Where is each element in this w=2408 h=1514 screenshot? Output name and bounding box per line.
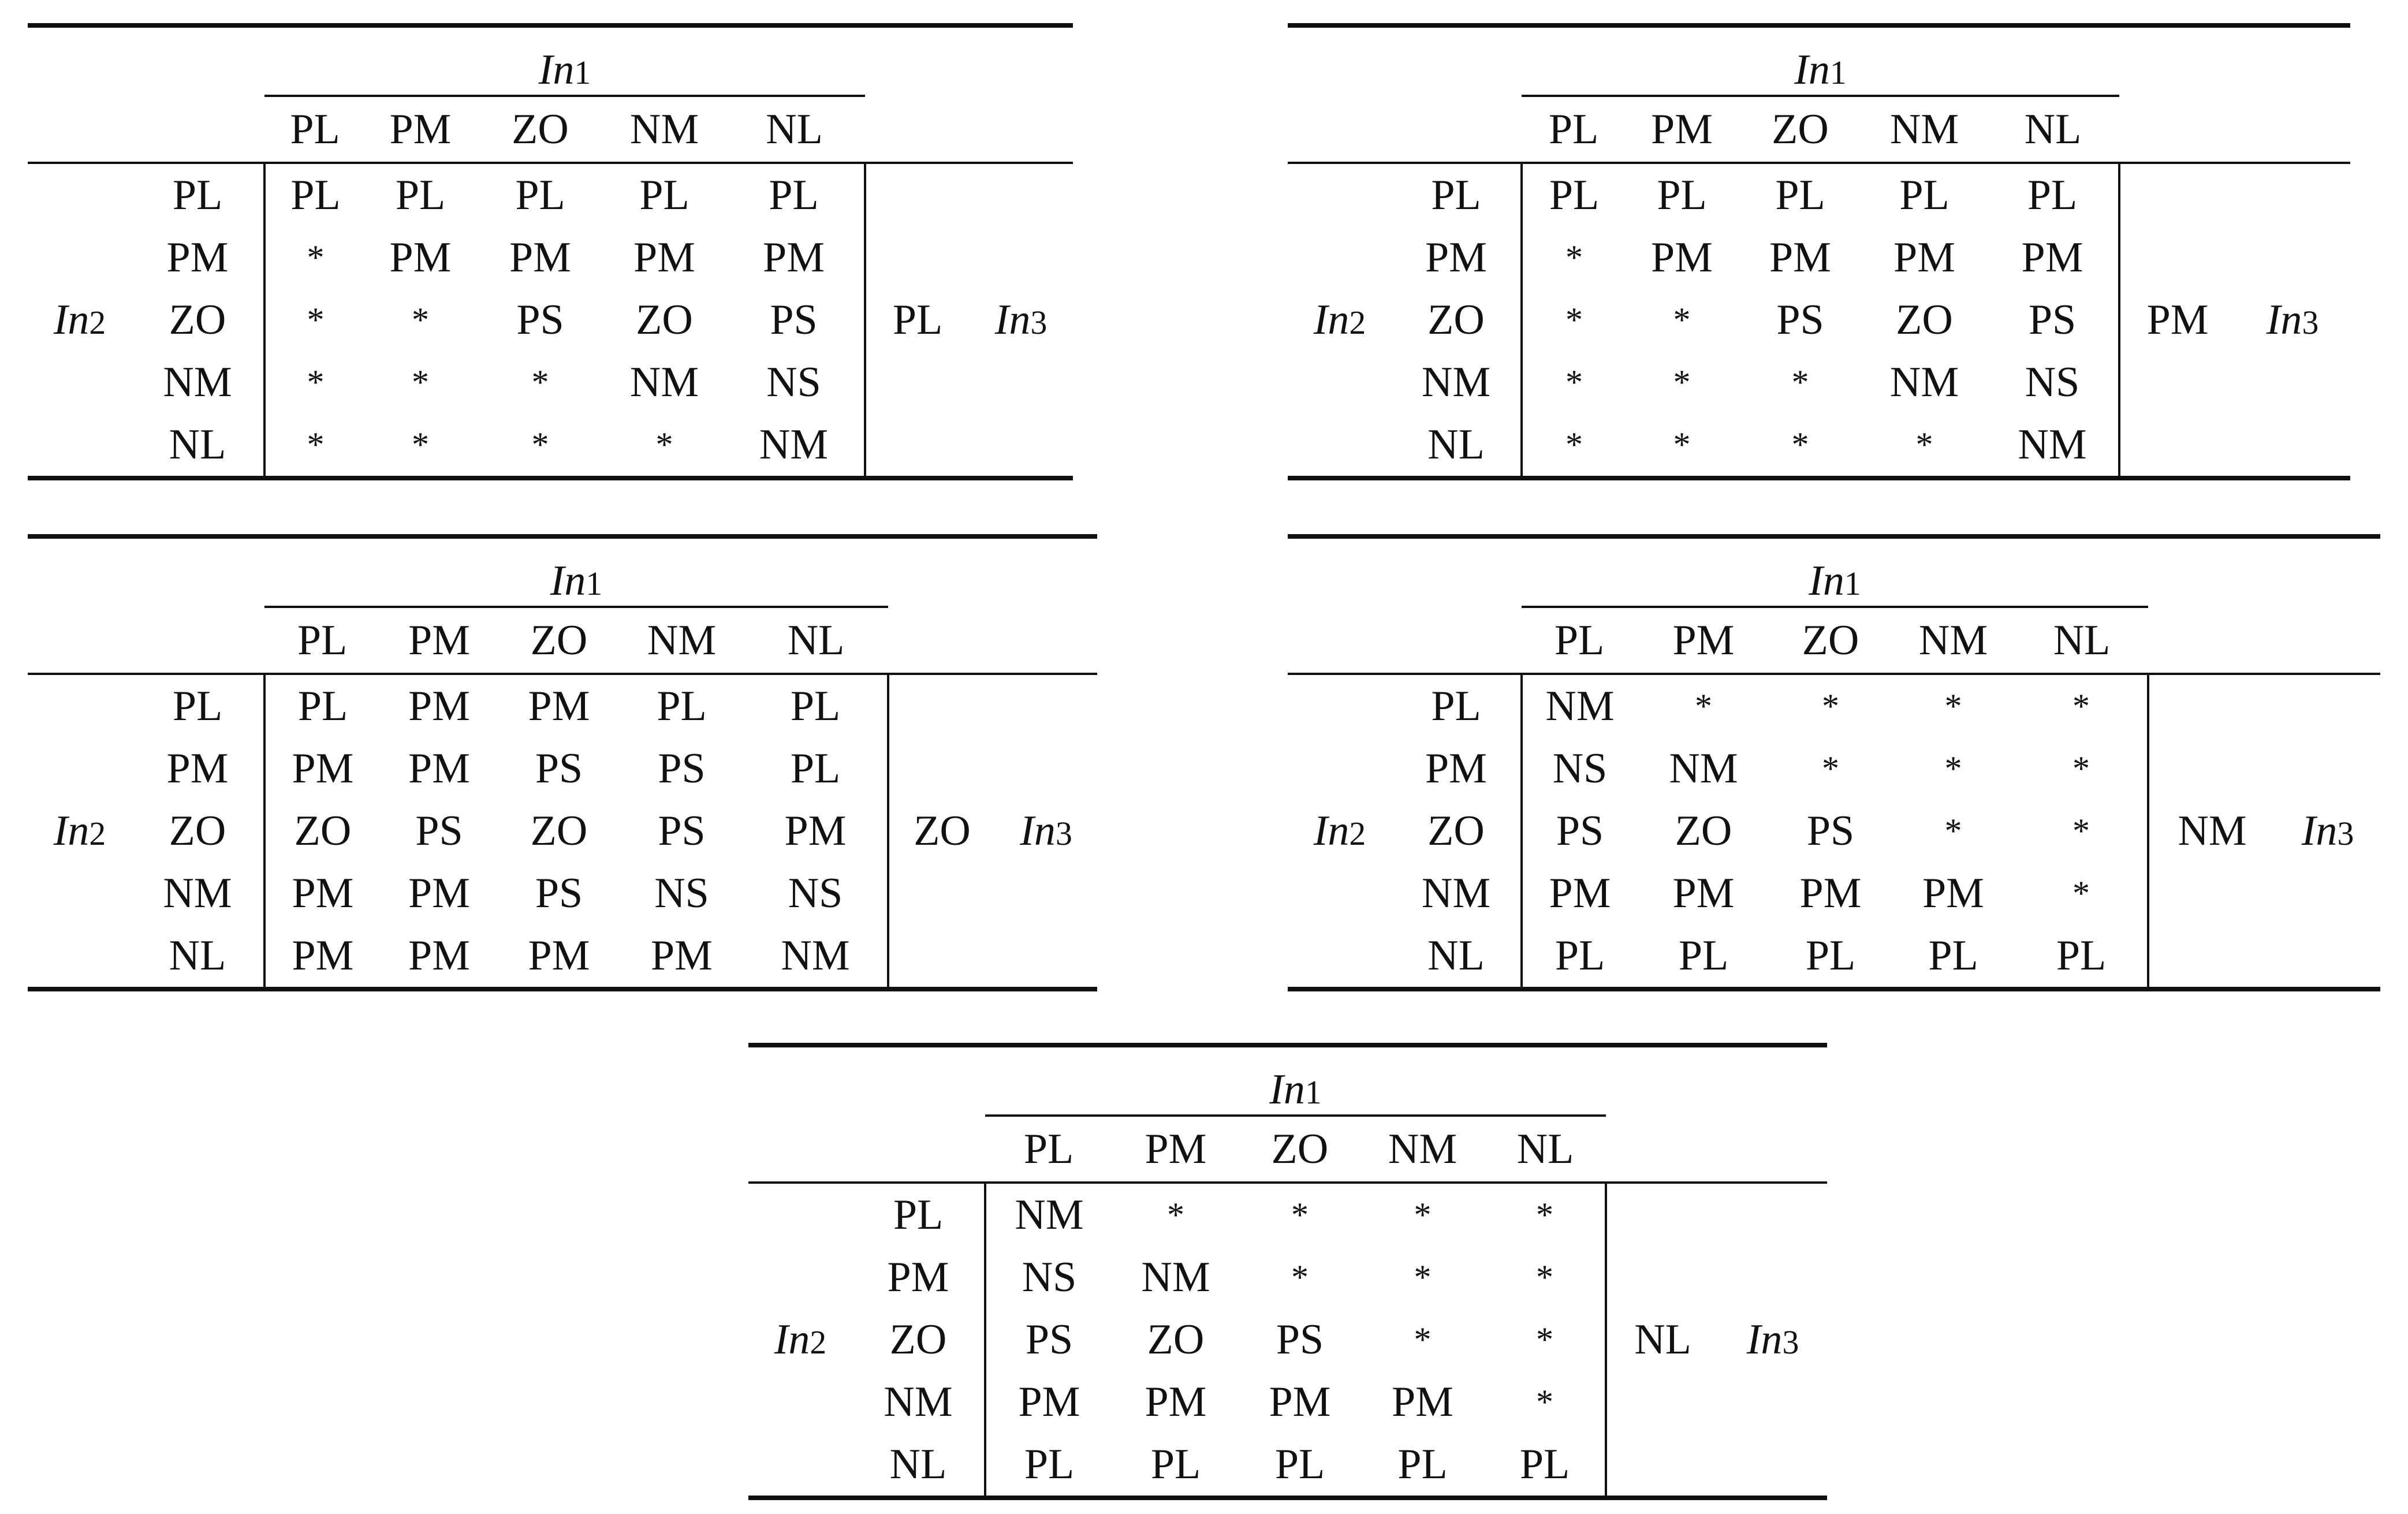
rule-cell: * <box>412 301 429 339</box>
in2-label: In2 <box>53 807 106 855</box>
rule-cell: PL <box>1770 924 1891 989</box>
rule-cell: * <box>1291 1258 1309 1296</box>
rule-cell: PL <box>1112 1433 1239 1498</box>
rule-cell: PM <box>264 924 380 989</box>
rule-cell: * <box>1770 674 1891 737</box>
rule-cell: PM <box>264 737 380 800</box>
in2-label: In2 <box>1313 296 1366 344</box>
rule-cell: * <box>264 226 366 289</box>
rule-cell: PS <box>516 296 564 344</box>
in2-label: In2 <box>53 296 106 344</box>
rule-cell: NS <box>724 351 865 413</box>
rule-table-5 <box>748 1043 1827 1500</box>
column-header: PM <box>1651 106 1713 153</box>
column-header: NL <box>2053 617 2111 664</box>
rule-cell: NS <box>1522 737 1637 800</box>
column-header: PM <box>1145 1125 1207 1173</box>
rule-cell: PM <box>389 234 452 281</box>
rule-cell: * <box>2015 737 2148 800</box>
rule-cell: PM <box>1672 870 1735 917</box>
row-header: NL <box>1392 413 1522 478</box>
rule-cell: * <box>2015 800 2148 862</box>
rule-cell: PM <box>1922 870 1984 917</box>
in3-label: In3 <box>1746 1316 1799 1363</box>
rule-cell: * <box>1239 1183 1360 1246</box>
rule-cell: * <box>1862 413 1986 478</box>
rule-cell: PL <box>1360 1433 1485 1498</box>
in1-header: In1 <box>264 25 865 96</box>
row-header: NM <box>884 1378 953 1426</box>
rule-cell: PM <box>498 674 620 737</box>
rule-cell: * <box>605 413 724 478</box>
row-header: NL <box>132 413 264 478</box>
column-header: PL <box>297 617 348 664</box>
rule-cell: PM <box>380 924 498 989</box>
rule-cell: PL <box>1522 924 1637 989</box>
rule-table-3 <box>28 534 1097 991</box>
row-header: NM <box>163 870 232 917</box>
rule-cell: * <box>531 363 549 401</box>
in1-header: In1 <box>264 536 888 607</box>
rule-cell: PM <box>509 234 571 281</box>
row-header: PM <box>166 234 229 281</box>
row-header: NM <box>1421 359 1491 406</box>
rule-cell: * <box>264 351 366 413</box>
rule-cell: PM <box>1522 862 1637 924</box>
rule-cell: * <box>1360 1183 1485 1246</box>
rule-cell: ZO <box>1896 296 1953 344</box>
rule-cell: * <box>1414 1258 1432 1296</box>
rule-cell: PL <box>475 163 605 226</box>
rule-cell: * <box>1522 351 1626 413</box>
rule-cell: PS <box>535 870 583 917</box>
rule-table-4 <box>1288 534 2380 991</box>
rule-cell: PM <box>620 924 744 989</box>
rule-cell: PM <box>1651 234 1713 281</box>
in1-header: In1 <box>1522 536 2148 607</box>
rule-cell: PS <box>1522 800 1637 862</box>
rule-cell: PM <box>1145 1378 1207 1426</box>
rule-cell: NM <box>1522 674 1637 737</box>
rule-cell: * <box>475 413 605 478</box>
column-header: NL <box>1516 1125 1574 1173</box>
rule-cell: * <box>1485 1308 1606 1371</box>
rule-cell: PL <box>1626 163 1738 226</box>
rule-table-2 <box>1288 23 2350 480</box>
row-header: PM <box>1425 745 1487 792</box>
column-header: ZO <box>1271 1125 1329 1173</box>
rule-cell: * <box>1738 413 1862 478</box>
rule-cell: PL <box>605 163 724 226</box>
rule-cell: PL <box>264 163 366 226</box>
in3-label: In3 <box>2266 296 2319 344</box>
rule-cell: NM <box>1986 413 2119 478</box>
rule-cell: PM <box>1769 234 1831 281</box>
rule-cell: PL <box>1862 163 1986 226</box>
rule-cell: PS <box>658 745 706 792</box>
rule-cell: PM <box>498 924 620 989</box>
row-header: ZO <box>169 807 226 855</box>
rule-cell: * <box>264 413 366 478</box>
rule-cell: * <box>1673 301 1691 339</box>
row-header: PL <box>132 163 264 226</box>
rule-cell: PS <box>415 807 463 855</box>
row-header: PL <box>132 674 264 737</box>
row-header: PM <box>166 745 229 792</box>
rule-cell: * <box>1414 1321 1432 1359</box>
in1-header: In1 <box>1522 25 2119 96</box>
rule-cell: * <box>2015 674 2148 737</box>
rule-cell: PL <box>2015 924 2148 989</box>
column-header: PL <box>1548 106 1599 153</box>
rule-cell: PM <box>985 1371 1112 1433</box>
rule-cell: PM <box>1893 234 1955 281</box>
rule-cell: PM <box>724 226 865 289</box>
rule-cell: * <box>1485 1246 1606 1308</box>
rule-cell: ZO <box>530 807 588 855</box>
rule-cell: NS <box>744 862 888 924</box>
rule-cell: PL <box>1239 1433 1360 1498</box>
rule-cell: PL <box>744 674 888 737</box>
row-header: NL <box>132 924 264 989</box>
rule-cell: PM <box>1392 1378 1453 1426</box>
rule-cell: PS <box>985 1308 1112 1371</box>
rule-cell: * <box>1891 674 2015 737</box>
column-header: ZO <box>512 106 569 153</box>
rule-cell: PL <box>620 674 744 737</box>
rule-cell: PS <box>1806 807 1855 855</box>
rule-cell: PM <box>1986 226 2119 289</box>
rule-cell: PS <box>535 745 583 792</box>
rule-cell: PM <box>1269 1378 1331 1426</box>
rule-cell: PS <box>1776 296 1824 344</box>
rule-cell: PL <box>1522 163 1626 226</box>
column-header: NL <box>787 617 845 664</box>
rule-cell: PM <box>408 745 470 792</box>
row-header: ZO <box>1427 296 1485 344</box>
in3-value: ZO <box>914 807 971 855</box>
column-header: PL <box>1023 1125 1074 1173</box>
rule-cell: * <box>1485 1183 1606 1246</box>
rule-cell: PL <box>264 674 380 737</box>
row-header: NM <box>1421 870 1491 917</box>
rule-cell: NS <box>985 1246 1112 1308</box>
rule-cell: NM <box>1669 745 1738 792</box>
row-header: PM <box>887 1254 949 1301</box>
rule-cell: * <box>366 413 475 478</box>
column-header: NM <box>1388 1125 1458 1173</box>
rule-cell: PL <box>1891 924 2015 989</box>
row-header: NL <box>852 1433 985 1498</box>
in3-value: PM <box>2146 296 2209 344</box>
rule-cell: PL <box>1637 924 1770 989</box>
column-header: NM <box>1889 106 1959 153</box>
row-header: PL <box>852 1183 985 1246</box>
rule-cell: * <box>1944 812 1962 850</box>
row-header: PM <box>1425 234 1487 281</box>
rule-cell: * <box>1522 226 1626 289</box>
rule-cell: * <box>1522 413 1626 478</box>
rule-cell: PM <box>1799 870 1862 917</box>
rule-cell: PL <box>985 1433 1112 1498</box>
rule-cell: * <box>1673 363 1691 401</box>
row-header: NM <box>163 359 232 406</box>
column-header: NM <box>629 106 699 153</box>
rule-cell: ZO <box>1147 1316 1205 1363</box>
rule-cell: NM <box>744 924 888 989</box>
rule-cell: * <box>1822 749 1839 788</box>
row-header: PL <box>1392 674 1522 737</box>
in2-label: In2 <box>1313 807 1366 855</box>
rule-cell: NM <box>1889 359 1959 406</box>
rule-cell: PM <box>264 862 380 924</box>
row-header: ZO <box>1427 807 1485 855</box>
rule-cell: PM <box>633 234 695 281</box>
rule-cell: PS <box>1986 289 2119 351</box>
column-header: NM <box>647 617 717 664</box>
rule-cell: * <box>2015 862 2148 924</box>
column-header: NL <box>766 106 823 153</box>
rule-cell: PL <box>1986 163 2119 226</box>
column-header: PM <box>1672 617 1735 664</box>
rule-table-1 <box>28 23 1073 480</box>
in2-label: In2 <box>774 1316 827 1363</box>
rule-cell: PM <box>744 800 888 862</box>
column-header: ZO <box>1772 106 1829 153</box>
rule-cell: * <box>1637 674 1770 737</box>
column-header: PL <box>1554 617 1605 664</box>
column-header: NL <box>2024 106 2082 153</box>
rule-cell: PL <box>744 737 888 800</box>
rule-cell: PS <box>724 289 865 351</box>
in3-value: PL <box>892 296 943 344</box>
in3-label: In3 <box>1020 807 1072 855</box>
rule-cell: PL <box>366 163 475 226</box>
rule-cell: PL <box>724 163 865 226</box>
rule-cell: * <box>1112 1183 1239 1246</box>
rule-cell: PL <box>1485 1433 1606 1498</box>
rule-cell: PL <box>1738 163 1862 226</box>
rule-cell: * <box>1522 289 1626 351</box>
column-header: PM <box>389 106 452 153</box>
rule-cell: * <box>412 363 429 401</box>
rule-cell: ZO <box>636 296 693 344</box>
rule-cell: * <box>264 289 366 351</box>
row-header: NL <box>1392 924 1522 989</box>
column-header: PM <box>408 617 470 664</box>
rule-cell: PM <box>380 674 498 737</box>
rule-cell: NS <box>654 870 709 917</box>
rule-cell: * <box>1944 749 1962 788</box>
rule-cell: NM <box>724 413 865 478</box>
rule-cell: PM <box>408 870 470 917</box>
rule-cell: * <box>1485 1371 1606 1433</box>
rule-cell: NS <box>1986 351 2119 413</box>
column-header: NM <box>1918 617 1988 664</box>
in3-value: NM <box>2178 807 2247 855</box>
row-header: ZO <box>169 296 226 344</box>
row-header: ZO <box>889 1316 947 1363</box>
rule-cell: PS <box>1276 1316 1324 1363</box>
in3-label: In3 <box>994 296 1048 344</box>
rule-cell: * <box>1791 363 1809 401</box>
rule-cell: NM <box>985 1183 1112 1246</box>
row-header: PL <box>1392 163 1522 226</box>
in1-header: In1 <box>985 1045 1606 1116</box>
rule-cell: NM <box>1141 1254 1210 1301</box>
column-header: ZO <box>530 617 588 664</box>
rule-cell: ZO <box>1675 807 1732 855</box>
rule-cell: NM <box>629 359 699 406</box>
column-header: PL <box>290 106 340 153</box>
rule-cell: PS <box>658 807 706 855</box>
rule-cell: ZO <box>264 800 380 862</box>
column-header: ZO <box>1802 617 1859 664</box>
in3-value: NL <box>1634 1316 1691 1363</box>
in3-label: In3 <box>2301 807 2354 855</box>
rule-cell: * <box>1626 413 1738 478</box>
